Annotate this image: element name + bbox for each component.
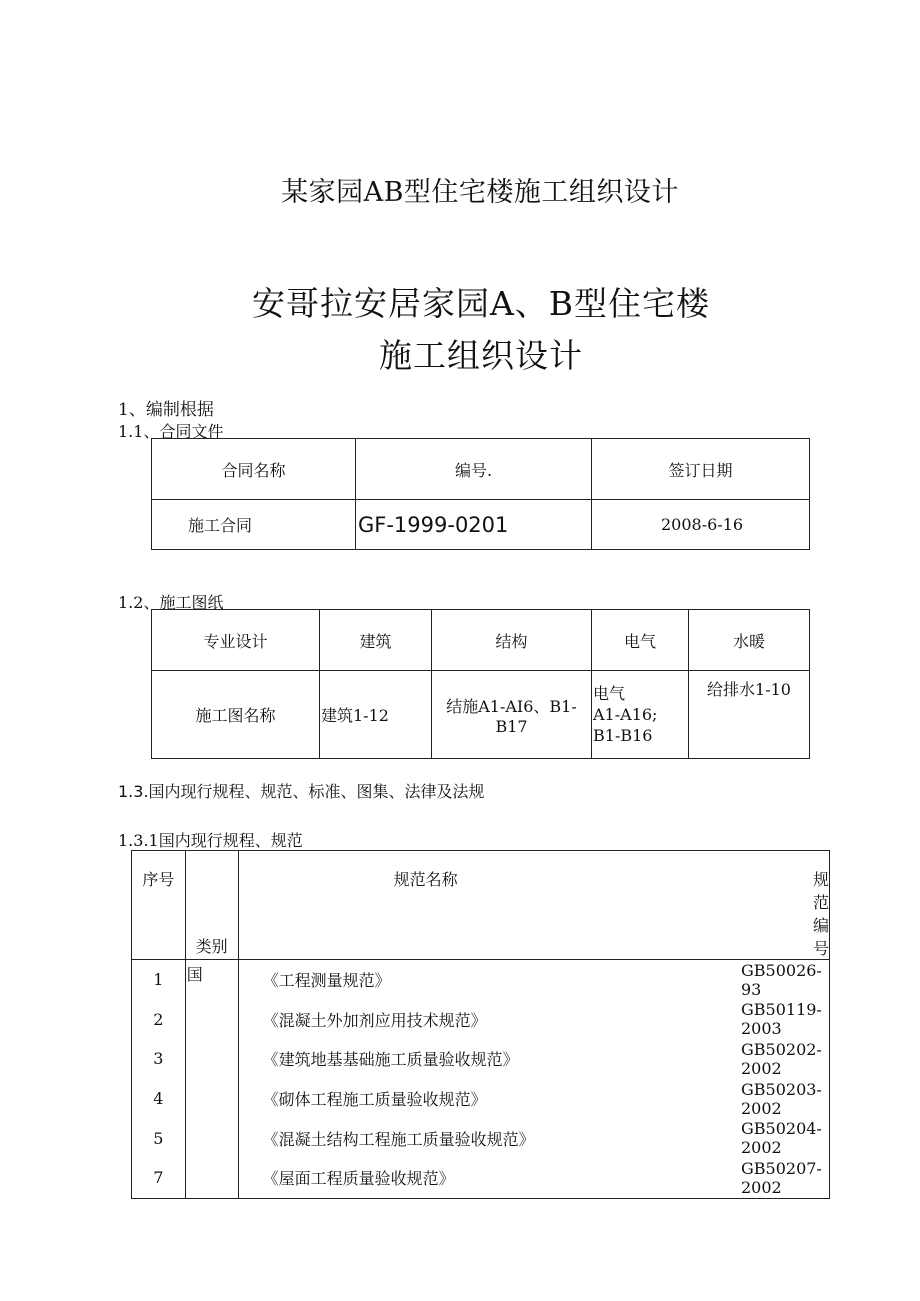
contract-header-date: 签订日期	[592, 439, 810, 500]
section-1-3-1-heading: 1.3.1国内现行规程、规范	[118, 831, 303, 850]
standards-row-code: GB50119-2003	[740, 1000, 822, 1039]
standards-row-no: 7	[153, 1168, 164, 1188]
standards-row-code: GB50207-2002	[740, 1158, 822, 1197]
drawings-plumbing-cell: 给排水1-10	[689, 671, 810, 759]
standards-header-name: 规范名称	[238, 851, 741, 960]
drawings-header-architecture: 建筑	[320, 610, 432, 671]
standards-row-code: GB50026-93	[740, 960, 822, 999]
contract-header-number: 编号.	[356, 439, 592, 500]
drawings-structure-line1: 结施A1-AI6、B1-	[446, 696, 577, 716]
drawings-header-electrical: 电气	[592, 610, 689, 671]
section-1-3-heading: 1.3.国内现行规程、规范、标准、图集、法律及法规	[118, 782, 485, 801]
section-1-2-heading: 1.2、施工图纸	[118, 593, 224, 612]
section-1-1-heading: 1.1、合同文件	[118, 422, 224, 441]
drawings-electrical-line1: 电气	[593, 684, 626, 703]
standards-row-no: 4	[153, 1089, 164, 1109]
standards-table	[131, 850, 830, 1199]
standards-row-no: 1	[153, 970, 164, 990]
standards-row-no: 2	[153, 1009, 164, 1029]
standards-header-code: 规范编号	[741, 851, 830, 960]
drawings-structure-line2: B17	[495, 716, 528, 736]
standards-row-name: 《混凝土外加剂应用技术规范》	[238, 1000, 741, 1040]
standards-row-name: 《建筑地基基础施工质量验收规范》	[238, 1039, 741, 1079]
drawings-table	[151, 609, 810, 759]
main-title-line1: 安哥拉安居家园A、B型住宅楼	[251, 284, 711, 323]
drawings-header-discipline: 专业设计	[152, 610, 320, 671]
main-title-line2: 施工组织设计	[379, 336, 583, 375]
standards-category-cell: 国	[185, 960, 238, 1199]
drawings-header-structure: 结构	[432, 610, 592, 671]
contract-date-cell: 2008-6-16	[592, 500, 810, 550]
drawings-electrical-line3: B1-B16	[593, 726, 653, 745]
standards-row-name: 《工程测量规范》	[238, 960, 741, 1000]
drawings-row-label: 施工图名称	[152, 671, 320, 759]
contract-name-cell: 施工合同	[152, 500, 356, 550]
standards-row-code: GB50203-2002	[740, 1079, 822, 1118]
standards-row-code: GB50204-2002	[740, 1119, 822, 1158]
drawings-architecture-cell: 建筑1-12	[320, 671, 432, 759]
standards-row	[132, 960, 830, 1000]
standards-row-code: GB50202-2002	[740, 1039, 822, 1078]
contract-header-name: 合同名称	[152, 439, 356, 500]
standards-row-no: 5	[153, 1128, 164, 1148]
contract-number-cell: GF-1999-0201	[356, 500, 592, 550]
standards-header-no: 序号	[132, 851, 186, 960]
drawings-electrical-cell	[592, 671, 689, 759]
standards-row-name: 《屋面工程质量验收规范》	[238, 1158, 741, 1198]
drawings-header-plumbing: 水暖	[689, 610, 810, 671]
standards-row-name: 《混凝土结构工程施工质量验收规范》	[238, 1118, 741, 1158]
document-title: 某家园AB型住宅楼施工组织设计	[281, 177, 679, 208]
standards-row-name: 《砌体工程施工质量验收规范》	[238, 1079, 741, 1119]
section-1-heading: 1、编制根据	[118, 400, 214, 420]
standards-header-category: 类别	[185, 851, 238, 960]
drawings-electrical-line2: A1-A16;	[593, 705, 658, 724]
contract-table	[151, 438, 810, 550]
standards-row-no: 3	[153, 1049, 164, 1069]
drawings-structure-cell	[432, 671, 592, 759]
